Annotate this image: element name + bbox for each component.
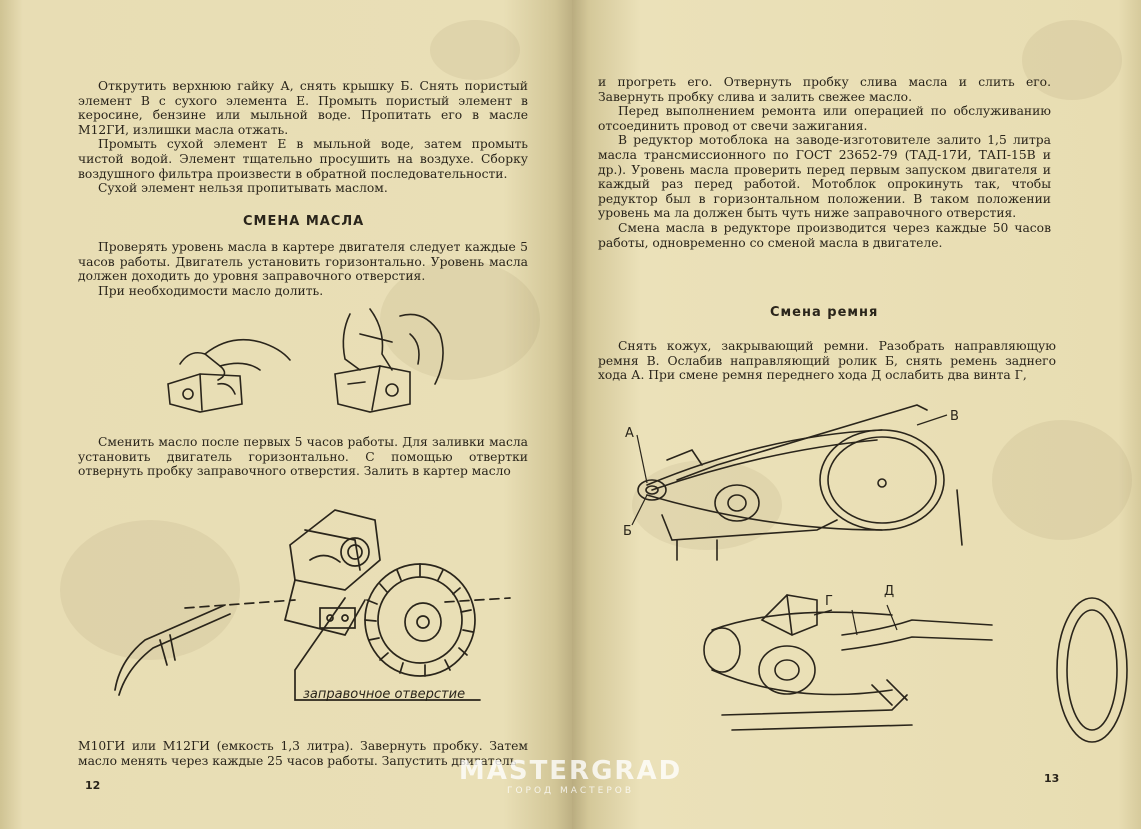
left-top-text xyxy=(78,79,528,196)
paragraph: М10ГИ или М12ГИ (емкость 1,3 литра). Завернуть пробку. Затем масло менять через каждые 25 часов работы. Запустить двигатель xyxy=(78,739,528,768)
label-g: Г xyxy=(825,594,833,609)
belt-drive-illustration-top xyxy=(617,395,997,565)
paragraph: Открутить верхнюю гайку А, снять крышку Б. Снять пористый элемент В с сухого элемента Е. Промыть пористый элемент в керосине, бензине или мыльной воде. Пропитать его в масле М12ГИ, излишки масла отжать. xyxy=(78,79,528,137)
paragraph: Сухой элемент нельзя пропитывать маслом. xyxy=(98,181,388,196)
tractor-illustration xyxy=(105,490,525,720)
watermark-subtitle: ГОРОД МАСТЕРОВ xyxy=(506,786,635,796)
page-number-right: 13 xyxy=(1044,772,1060,785)
label-d: Д xyxy=(884,584,895,599)
heading-oil-change: СМЕНА МАСЛА xyxy=(243,214,365,229)
paragraph: Проверять уровень масла в картере двигателя следует каждые 5 часов работы. Двигатель установить горизонтально. Уровень масла должен доходить до уровня заправочного отверстия. xyxy=(78,240,528,284)
paragraph: и прогреть его. Отвернуть пробку слива масла и слить его. Завернуть пробку слива и залить свежее масло. xyxy=(598,75,1051,104)
label-v: В xyxy=(950,409,959,424)
paragraph: В редуктор мотоблока на заводе-изготовителе залито 1,5 литра масла трансмиссионного по ГОСТ 23652-79 (ТАД-17И, ТАП-15В и др.). Уровень масла проверить перед первым запуском двигателя и каждый раз перед работой. Мотоблок опрокинуть так, чтобы редуктор был в горизонтальном положении. В таком положении уровень ма ла должен быть чуть ниже заправочного отверстия. xyxy=(598,133,1051,221)
oil-check-illustration xyxy=(160,304,460,419)
right-page xyxy=(572,0,1141,829)
watermark-title: MASTERGRAD xyxy=(458,756,683,786)
paragraph: При необходимости масло долить. xyxy=(98,283,324,298)
paragraph: Промыть сухой элемент Е в мыльной воде, затем промыть чистой водой. Элемент тщательно просушить на воздухе. Сборку воздушного фильтра произвести в обратной последовательности. xyxy=(78,137,528,181)
paragraph: Сменить масло после первых 5 часов работы. Для заливки масла установить двигатель горизонтально. С помощью отвертки отвернуть пробку заправочного отверстия. Залить в картер масло xyxy=(78,435,528,479)
label-b: Б xyxy=(623,524,632,539)
paragraph: Смена масла в редукторе производится через каждые 50 часов работы, одновременно со сменой масла в двигателе. xyxy=(598,220,1051,250)
paragraph: Перед выполнением ремонта или операцией по обслуживанию отсоединить провод от свечи зажигания. xyxy=(598,104,1051,133)
page-number-left: 12 xyxy=(85,779,101,792)
label-a: А xyxy=(625,426,634,441)
filler-hole-label: заправочное отверстие xyxy=(303,687,466,702)
right-top-text xyxy=(598,75,1051,250)
left-oil-text xyxy=(78,240,528,298)
left-change-text xyxy=(78,435,528,479)
right-belt-text xyxy=(598,339,1056,383)
heading-belt-change: Смена ремня xyxy=(770,305,879,320)
belt-drive-illustration-bottom xyxy=(692,575,1132,745)
paragraph: Снять кожух, закрывающий ремни. Разобрать направляющую ремня В. Ослабив направляющий ролик Б, снять ремень заднего хода А. При смене ремня переднего хода Д ослабить два винта Г, xyxy=(598,339,1056,383)
